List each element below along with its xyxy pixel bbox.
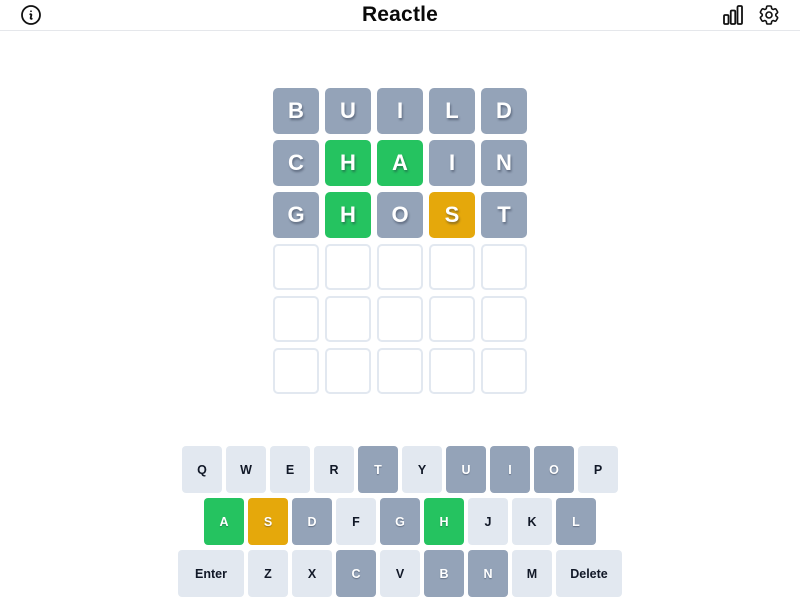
key-o[interactable]: O — [534, 446, 574, 493]
tile-h: H — [325, 192, 371, 238]
tile-g: G — [273, 192, 319, 238]
tile-empty — [273, 348, 319, 394]
tile-n: N — [481, 140, 527, 186]
stats-button[interactable] — [720, 2, 746, 28]
tile-b: B — [273, 88, 319, 134]
tile-l: L — [429, 88, 475, 134]
keyboard — [0, 446, 800, 597]
key-enter[interactable]: Enter — [178, 550, 244, 597]
board-row — [273, 88, 527, 134]
tile-empty — [325, 244, 371, 290]
key-l[interactable]: L — [556, 498, 596, 545]
key-m[interactable]: M — [512, 550, 552, 597]
keyboard-row — [0, 498, 800, 545]
tile-empty — [273, 296, 319, 342]
tile-h: H — [325, 140, 371, 186]
tile-d: D — [481, 88, 527, 134]
board-row — [273, 140, 527, 186]
tile-i: I — [377, 88, 423, 134]
key-s[interactable]: S — [248, 498, 288, 545]
header-right — [720, 2, 782, 28]
tile-s: S — [429, 192, 475, 238]
tile-i: I — [429, 140, 475, 186]
tile-empty — [481, 296, 527, 342]
tile-empty — [377, 348, 423, 394]
tile-empty — [325, 348, 371, 394]
key-q[interactable]: Q — [182, 446, 222, 493]
key-n[interactable]: N — [468, 550, 508, 597]
info-button[interactable] — [18, 2, 44, 28]
key-t[interactable]: T — [358, 446, 398, 493]
tile-a: A — [377, 140, 423, 186]
key-w[interactable]: W — [226, 446, 266, 493]
key-g[interactable]: G — [380, 498, 420, 545]
tile-o: O — [377, 192, 423, 238]
tile-u: U — [325, 88, 371, 134]
key-j[interactable]: J — [468, 498, 508, 545]
keyboard-row — [0, 446, 800, 493]
tile-empty — [325, 296, 371, 342]
key-c[interactable]: C — [336, 550, 376, 597]
tile-empty — [429, 348, 475, 394]
board-row — [273, 296, 527, 342]
key-r[interactable]: R — [314, 446, 354, 493]
header — [0, 0, 800, 31]
key-b[interactable]: B — [424, 550, 464, 597]
key-delete[interactable]: Delete — [556, 550, 622, 597]
board-row — [273, 244, 527, 290]
key-p[interactable]: P — [578, 446, 618, 493]
tile-empty — [273, 244, 319, 290]
game-board — [0, 88, 800, 400]
gear-icon — [757, 3, 781, 27]
tile-empty — [429, 244, 475, 290]
key-e[interactable]: E — [270, 446, 310, 493]
board-row — [273, 192, 527, 238]
key-a[interactable]: A — [204, 498, 244, 545]
tile-empty — [377, 296, 423, 342]
key-f[interactable]: F — [336, 498, 376, 545]
key-x[interactable]: X — [292, 550, 332, 597]
settings-button[interactable] — [756, 2, 782, 28]
info-circle-icon — [19, 3, 43, 27]
key-d[interactable]: D — [292, 498, 332, 545]
key-v[interactable]: V — [380, 550, 420, 597]
key-k[interactable]: K — [512, 498, 552, 545]
bar-chart-icon — [721, 3, 745, 27]
keyboard-row — [0, 550, 800, 597]
key-u[interactable]: U — [446, 446, 486, 493]
tile-c: C — [273, 140, 319, 186]
key-y[interactable]: Y — [402, 446, 442, 493]
tile-empty — [377, 244, 423, 290]
key-h[interactable]: H — [424, 498, 464, 545]
key-z[interactable]: Z — [248, 550, 288, 597]
tile-empty — [481, 244, 527, 290]
page-title: Reactle — [361, 3, 439, 26]
tile-empty — [429, 296, 475, 342]
tile-empty — [481, 348, 527, 394]
header-left — [18, 2, 80, 28]
board-row — [273, 348, 527, 394]
tile-t: T — [481, 192, 527, 238]
key-i[interactable]: I — [490, 446, 530, 493]
